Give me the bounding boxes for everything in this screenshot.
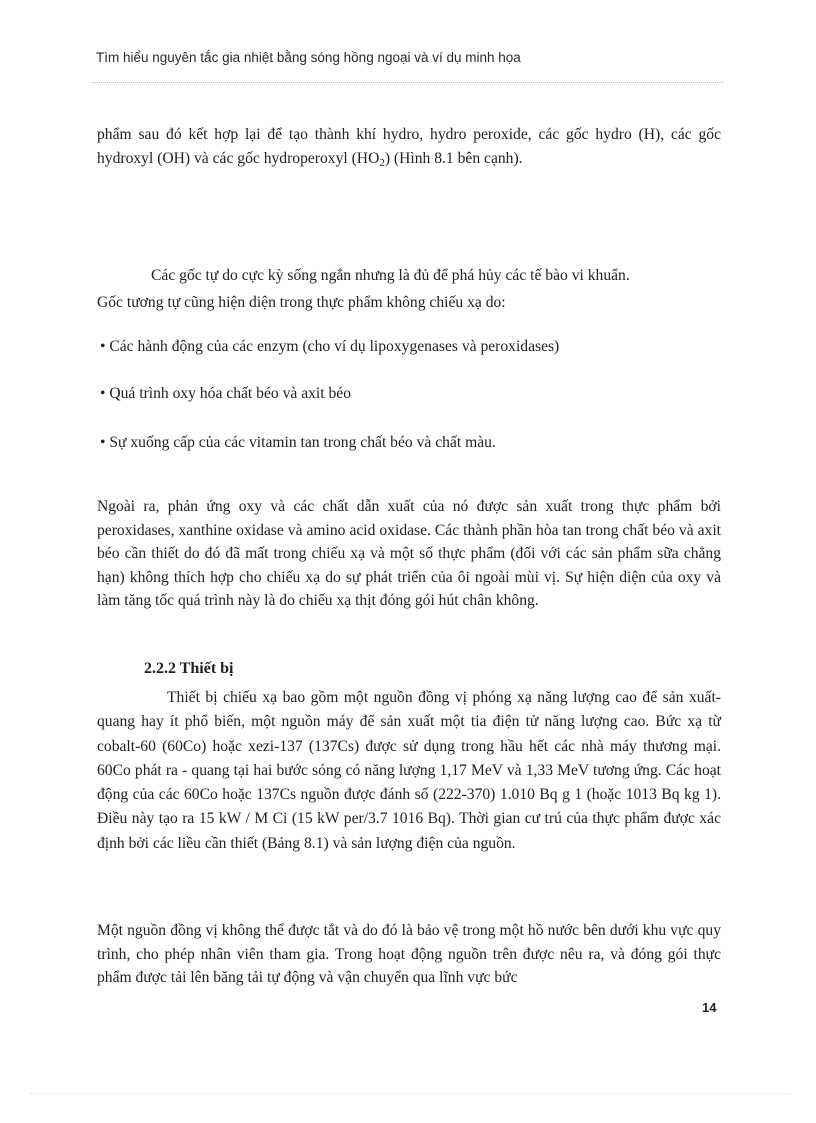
page-header: Tìm hiểu nguyên tắc gia nhiệt bằng sóng hồng ngoại và ví dụ minh họa <box>96 50 521 65</box>
paragraph-source: Một nguồn đồng vị không thể được tắt và do đó là bảo vệ trong một hồ nước bên dưới khu vực quy trình, cho phép nhân viên tham gia. Trong hoạt động nguồn trên được nêu ra, và đóng gói thực phẩm được tải lên băng tải tự động và vận chuyển qua lĩnh vực bức <box>97 922 721 986</box>
paragraph-free-radicals <box>97 262 721 316</box>
bullet-item: • Các hành động của các enzym (cho ví dụ lipoxygenases và peroxidases) <box>100 338 560 355</box>
bullet-item: • Sự xuống cấp của các vitamin tan trong chất béo và chất màu. <box>100 434 496 451</box>
paragraph-equipment <box>97 686 721 856</box>
paragraph-line-2: Gốc tương tự cũng hiện diện trong thực phẩm không chiếu xạ do: <box>97 294 506 311</box>
paragraph-oxygen: Ngoài ra, phản ứng oxy và các chất dẫn xuất của nó được sản xuất trong thực phẩm bởi peroxidases, xanthine oxidase và amino acid oxidase. Các thành phần hòa tan trong chất béo và axit béo cần thiết do đó đã mất trong chiếu xạ và một số thực phẩm (đối với các sản phẩm sữa chẳng hạn) không thích hợp cho chiếu xạ do sự phát triển của ôi ngoài mùi vị. Sự hiện diện của oxy và làm tăng tốc quá trình này là do chiếu xạ thịt đóng gói hút chân không. <box>97 498 721 609</box>
header-divider <box>92 82 724 83</box>
page-number: 14 <box>702 1000 717 1015</box>
paragraph-intro-text: phẩm sau đó kết hợp lại để tạo thành khí hydro, hydro peroxide, các gốc hydro (H), các gốc hydroxyl (OH) và các gốc hydroperoxyl (HO <box>97 126 721 167</box>
paragraph-equipment-text: Thiết bị chiếu xạ bao gồm một nguồn đồng vị phóng xạ năng lượng cao để sản xuất-quang hay ít phổ biến, một nguồn máy để sản xuất một tia điện tử năng lượng cao. Bức xạ từ cobalt-60 (60Co) hoặc xezi-137 (137Cs) được sử dụng trong hầu hết các nhà máy thương mại. 60Co phát ra - quang tại hai bước sóng có năng lượng 1,17 MeV và 1,33 MeV tương ứng. Các hoạt động của các 60Co hoặc 137Cs nguồn được đánh số (222-370) 1.010 Bq g 1 (hoặc 1013 Bq kg 1). Điều này tạo ra 15 kW / M Ci (15 kW per/3.7 1016 Bq). Thời gian cư trú của thực phẩm được xác định bởi các liều cần thiết (Bảng 8.1) và sản lượng điện của nguồn. <box>97 689 721 852</box>
paragraph-intro-end: ) (Hình 8.1 bên cạnh). <box>384 149 523 167</box>
subscript: 2 <box>379 156 385 169</box>
bullet-item: • Quá trình oxy hóa chất béo và axit béo <box>100 385 351 402</box>
section-heading: 2.2.2 Thiết bị <box>144 660 234 677</box>
paragraph-intro <box>97 123 721 175</box>
paragraph-line-1: Các gốc tự do cực kỳ sống ngắn nhưng là đủ để phá hủy các tế bào vi khuẩn. <box>151 267 630 284</box>
footer-divider <box>30 1093 790 1094</box>
